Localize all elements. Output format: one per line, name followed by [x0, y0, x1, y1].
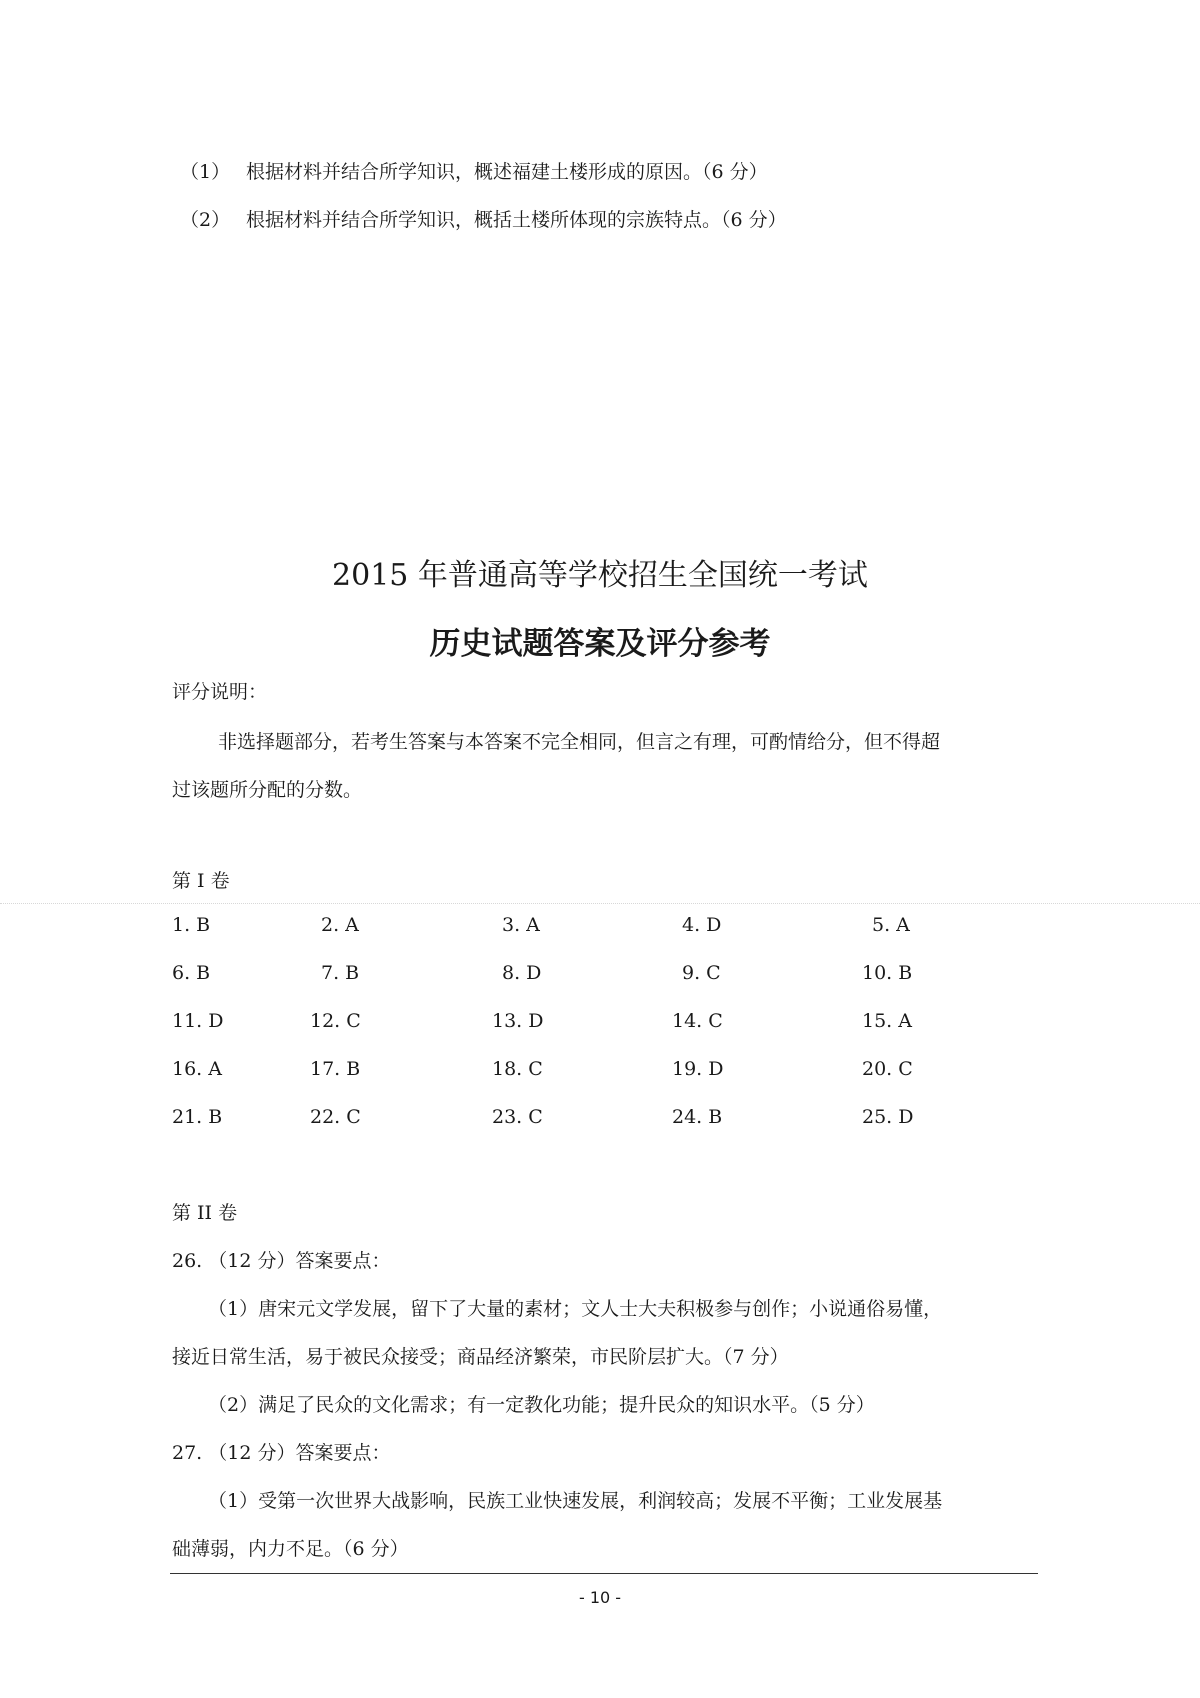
page-number: - 10 - [578, 1588, 622, 1607]
answer-item: 4. D [682, 914, 722, 936]
answer-item: 18. C [492, 1058, 543, 1080]
answer-item: 17. B [310, 1058, 361, 1080]
answer-item: 13. D [492, 1010, 544, 1032]
dotted-divider [0, 903, 1200, 904]
question-26-part-1-line-1: （1）唐宋元文学发展，留下了大量的素材；文人士大夫积极参与创作；小说通俗易懂， [208, 1298, 943, 1320]
question-1-number: （1） [180, 161, 231, 183]
answer-item: 1. B [172, 914, 211, 936]
answer-item: 14. C [672, 1010, 723, 1032]
question-2-number: （2） [180, 209, 231, 231]
answer-item: 23. C [492, 1106, 543, 1128]
answer-item: 5. A [872, 914, 910, 936]
section-2-label: 第 II 卷 [172, 1202, 238, 1224]
question-27-heading: 27. （12 分）答案要点： [172, 1442, 391, 1464]
question-27-part-1-line-2: 础薄弱，内力不足。（6 分） [172, 1538, 409, 1560]
question-27-part-1-line-1: （1）受第一次世界大战影响，民族工业快速发展，利润较高；发展不平衡；工业发展基 [208, 1490, 943, 1512]
question-26-part-2: （2）满足了民众的文化需求；有一定教化功能；提升民众的知识水平。（5 分） [208, 1394, 875, 1416]
answer-item: 3. A [502, 914, 540, 936]
answer-item: 11. D [172, 1010, 224, 1032]
answer-item: 16. A [172, 1058, 222, 1080]
answer-item: 7. B [321, 962, 360, 984]
answer-item: 9. C [682, 962, 721, 984]
answer-item: 19. D [672, 1058, 724, 1080]
answer-item: 15. A [862, 1010, 912, 1032]
answer-item: 22. C [310, 1106, 361, 1128]
answer-item: 20. C [862, 1058, 913, 1080]
answer-item: 6. B [172, 962, 211, 984]
answer-item: 10. B [862, 962, 913, 984]
exam-title: 2015 年普通高等学校招生全国统一考试 [332, 558, 868, 593]
section-1-label: 第 I 卷 [172, 870, 230, 892]
answer-item: 21. B [172, 1106, 223, 1128]
answer-item: 25. D [862, 1106, 914, 1128]
question-26-heading: 26. （12 分）答案要点： [172, 1250, 391, 1272]
question-2-text: 根据材料并结合所学知识，概括土楼所体现的宗族特点。（6 分） [246, 209, 787, 231]
answer-item: 24. B [672, 1106, 723, 1128]
answer-item: 8. D [502, 962, 542, 984]
scoring-note-label: 评分说明： [172, 681, 268, 703]
answer-item: 2. A [321, 914, 359, 936]
question-26-part-1-line-2: 接近日常生活，易于被民众接受；商品经济繁荣，市民阶层扩大。（7 分） [172, 1346, 789, 1368]
answer-title: 历史试题答案及评分参考 [429, 626, 771, 662]
question-1-text: 根据材料并结合所学知识，概述福建土楼形成的原因。（6 分） [246, 161, 768, 183]
scoring-note-line-2: 过该题所分配的分数。 [172, 779, 363, 801]
answer-item: 12. C [310, 1010, 361, 1032]
scoring-note-line-1: 非选择题部分，若考生答案与本答案不完全相同，但言之有理，可酌情给分，但不得超 [218, 731, 941, 753]
footer-rule [170, 1573, 1038, 1574]
